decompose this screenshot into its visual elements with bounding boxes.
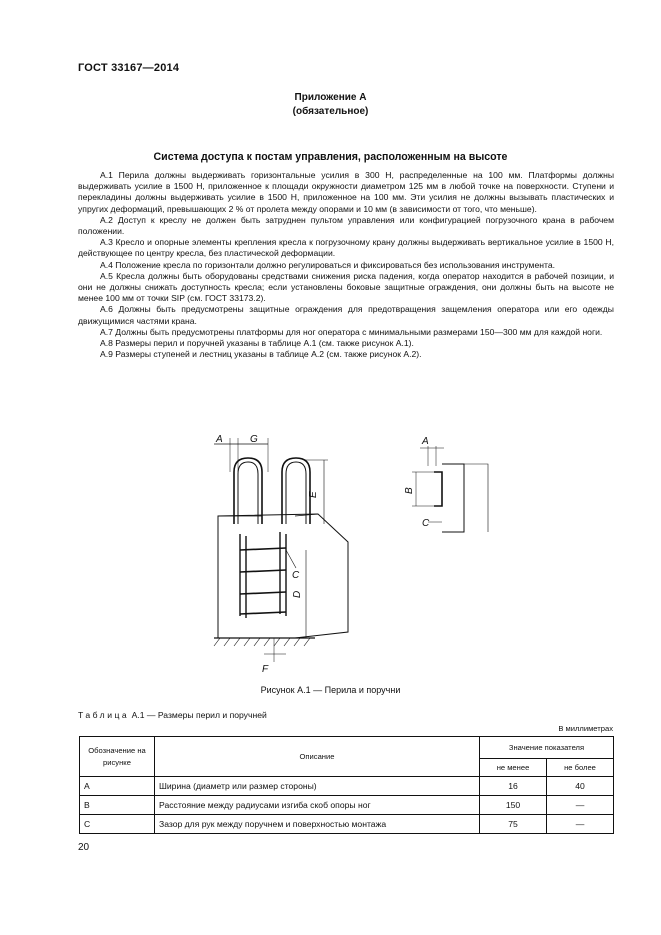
page-number: 20 [78, 842, 90, 853]
paragraph-a6: А.6 Должны быть предусмотрены защитные ограждения для предотвращения защемления оператора или его одежды движущимися частями крана. [78, 304, 614, 326]
cell-code: B [80, 796, 155, 815]
section-title: Система доступа к постам управления, расположенным на высоте [153, 151, 508, 163]
cell-max: — [547, 796, 614, 815]
table-units: В миллиметрах [558, 724, 613, 733]
header-designation: Обозначение на рисунке [80, 737, 155, 777]
header-value: Значение показателя [480, 737, 614, 759]
paragraph-a7: А.7 Должны быть предусмотрены платформы для ног оператора с минимальными размерами 150—300 мм для каждой ноги. [100, 326, 603, 337]
appendix-heading [0, 91, 661, 119]
paragraph-a1: А.1 Перила должны выдерживать горизонтальные усилия в 300 Н, распределенные на 100 мм. Платформы должны выдерживать усилие в 1500 Н, приложенное к площади окружности диаметром 125 мм в любой точке на поверхности. Ступени и перекладины должны выдерживать усилие в 1500 Н, приложенное на 100 мм. Эти усилия не должны вызывать пластических и упругих деформаций, превышающих 2 % от пролета между опорами и 10 мм (в зависимости от того, что меньше). [78, 170, 614, 214]
paragraph-a3: А.3 Кресло и опорные элементы крепления кресла к погрузочному крану должны выдерживать вертикальное усилие в 1500 Н, действующее по центру кресла, без пластической деформации. [78, 237, 614, 259]
appendix-subtitle: (обязательное) [292, 106, 369, 117]
cell-code: C [80, 815, 155, 834]
label-B: B [404, 487, 415, 494]
appendix-title: Приложение А [294, 92, 367, 103]
cell-description: Зазор для рук между поручнем и поверхностью монтажа [155, 815, 480, 834]
cell-description: Ширина (диаметр или размер стороны) [155, 777, 480, 796]
label-D: D [292, 590, 303, 598]
paragraph-a2: А.2 Доступ к креслу не должен быть затруднен пультом управления или конфигурацией погрузочного крана в рабочем положении. [78, 214, 614, 237]
railing-dimensions-table [79, 736, 614, 834]
table-header-row [80, 737, 614, 759]
label-G: G [250, 434, 258, 445]
label-F: F [262, 664, 269, 675]
table-caption [78, 710, 267, 720]
cell-max: — [547, 815, 614, 834]
body-text [78, 170, 614, 360]
cell-description: Расстояние между радиусами изгиба скоб опоры ног [155, 796, 480, 815]
header-min: не менее [480, 759, 547, 777]
label-C-detail: C [422, 518, 430, 529]
table-caption-title: А.1 — Размеры перил и поручней [129, 710, 267, 720]
handrail-detail-drawing [398, 432, 493, 542]
cell-min: 75 [480, 815, 547, 834]
paragraph-a8: А.8 Размеры перил и поручней указаны в таблице А.1 (см. также рисунок А.1). [100, 338, 414, 349]
table-caption-prefix: Таблица [78, 710, 130, 720]
label-C: C [292, 570, 300, 581]
paragraph-a9: А.9 Размеры ступеней и лестниц указаны в таблице А.2 (см. также рисунок А.2). [100, 349, 422, 360]
paragraph-a4: А.4 Положение кресла по горизонтали должно регулироваться и фиксироваться без использования инструмента. [100, 259, 555, 270]
cell-min: 16 [480, 777, 547, 796]
label-A: A [216, 434, 223, 445]
label-E: E [308, 491, 319, 498]
header-max: не более [547, 759, 614, 777]
document-code: ГОСТ 33167—2014 [78, 62, 180, 74]
table-row [80, 777, 614, 796]
cell-code: A [80, 777, 155, 796]
header-description: Описание [155, 737, 480, 777]
cell-min: 150 [480, 796, 547, 815]
paragraph-a5: А.5 Кресла должны быть оборудованы средствами снижения риска падения, когда оператор находится в рабочей позиции, и они не должны снижать доступность кресла; если установлены боковые защитные ограждения, они должны быть на высоте не менее 100 мм от точки SIP (см. ГОСТ 33173.2). [78, 270, 614, 304]
label-A-detail: A [422, 436, 429, 447]
cell-max: 40 [547, 777, 614, 796]
table-row [80, 815, 614, 834]
table-row [80, 796, 614, 815]
figure-caption: Рисунок А.1 — Перила и поручни [260, 685, 401, 695]
